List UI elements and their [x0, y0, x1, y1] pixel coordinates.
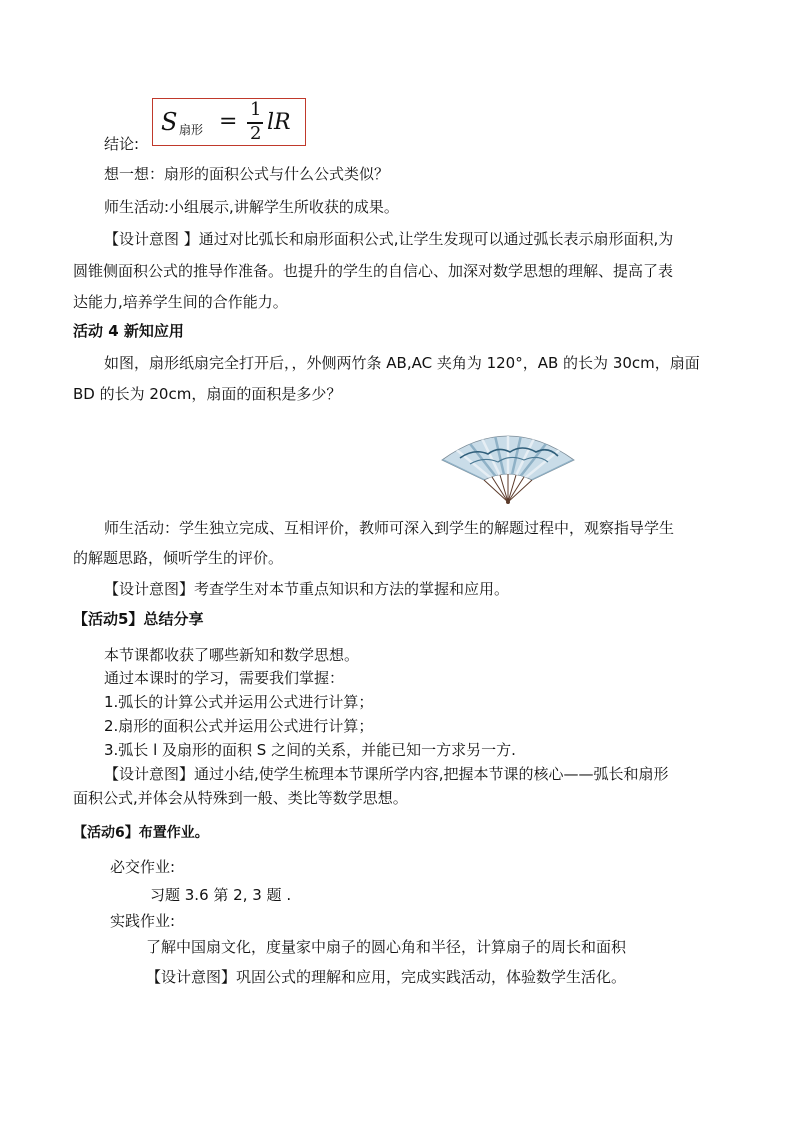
design-intent-1-line3: 达能力,培养学生间的合作能力。 — [73, 293, 288, 311]
folding-fan-image — [440, 424, 576, 506]
activity5-design-line1: 【设计意图】通过小结,使学生梳理本节课所学内容,把握本节课的核心——弧长和扇形 — [104, 765, 669, 783]
activity5-item-1: 1.弧长的计算公式并运用公式进行计算； — [104, 693, 374, 711]
activity5-item-3: 3.弧长 l 及扇形的面积 S 之间的关系，并能已知一方求另一方. — [104, 741, 516, 759]
activity5-item-2: 2.扇形的面积公式并运用公式进行计算； — [104, 717, 374, 735]
practice-homework-item: 了解中国扇文化，度量家中扇子的圆心角和半径，计算扇子的周长和面积 — [146, 938, 627, 956]
required-homework-label: 必交作业: — [110, 858, 176, 876]
fan-ribs — [484, 474, 532, 502]
formula-numerator: 1 — [250, 99, 262, 120]
sector-area-formula — [152, 98, 306, 146]
activity4-design-intent: 【设计意图】考查学生对本节重点知识和方法的掌握和应用。 — [104, 580, 510, 598]
activity5-line1: 本节课都收获了哪些新知和数学思想。 — [104, 646, 360, 664]
think-question: 想一想：扇形的面积公式与什么公式类似？ — [104, 165, 390, 183]
activity4-teacher-line1: 师生活动：学生独立完成、互相评价，教师可深入到学生的解题过程中，观察指导学生 — [104, 519, 675, 537]
fan-pivot — [506, 500, 510, 504]
formula-denominator: 2 — [250, 123, 262, 144]
activity5-line2: 通过本课时的学习，需要我们掌握： — [104, 669, 345, 687]
formula-tail: lR — [267, 110, 291, 135]
activity4-teacher-line2: 的解题思路，倾听学生的评价。 — [73, 549, 284, 567]
design-intent-1-line1: 【设计意图 】通过对比弧长和扇形面积公式,让学生发现可以通过弧长表示扇形面积,为 — [104, 230, 674, 248]
activity4-heading: 活动 4 新知应用 — [73, 322, 184, 340]
formula-equals: = — [219, 109, 238, 134]
required-homework-item: 习题 3.6 第 2, 3 题 . — [150, 886, 292, 904]
activity5-heading: 【活动5】总结分享 — [73, 610, 204, 628]
formula-symbol: S — [161, 108, 178, 136]
design-intent-1-line2: 圆锥侧面积公式的推导作准备。也提升的学生的自信心、加深对数学思想的理解、提高了表 — [73, 262, 674, 280]
activity6-design-intent: 【设计意图】巩固公式的理解和应用，完成实践活动，体验数学生活化。 — [146, 968, 627, 986]
activity4-problem-line2: BD 的长为 20cm，扇面的面积是多少？ — [73, 385, 342, 403]
activity6-heading: 【活动6】布置作业。 — [73, 825, 209, 841]
practice-homework-label: 实践作业: — [110, 912, 176, 930]
teacher-activity-1: 师生活动:小组展示,讲解学生所收获的成果。 — [104, 198, 399, 216]
conclusion-label: 结论: — [104, 135, 140, 153]
formula-subscript: 扇形 — [179, 123, 204, 137]
activity5-design-line2: 面积公式,并体会从特殊到一般、类比等数学思想。 — [73, 789, 408, 807]
activity4-problem-line1: 如图，扇形纸扇完全打开后，，外侧两竹条 AB,AC 夹角为 120°，AB 的长为 30cm，扇面 — [104, 354, 700, 372]
